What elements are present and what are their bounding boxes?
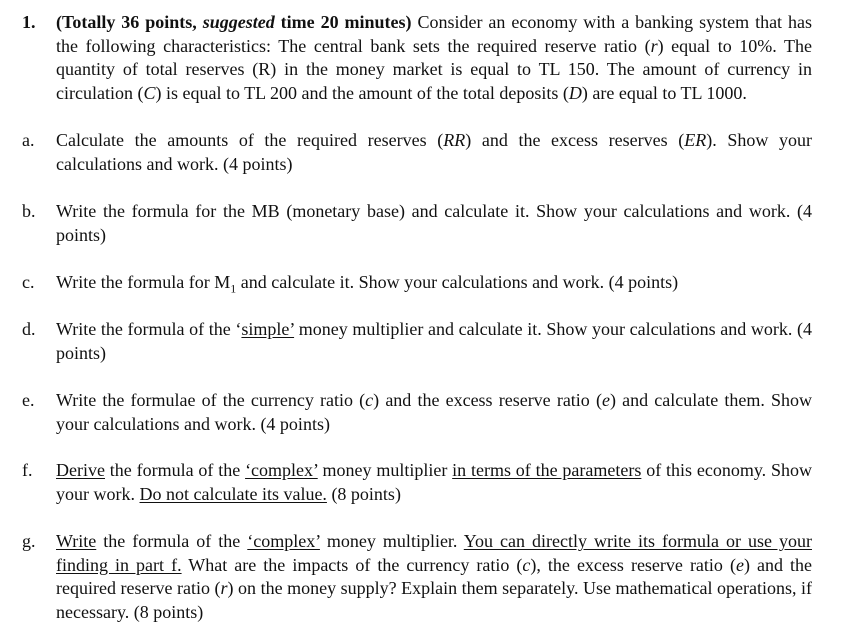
part-label: f. [22, 460, 33, 480]
part-label: a. [22, 130, 35, 150]
text-part: ) on the money supply? Explain them separately. Use mathematical operations, if necessary. (8 points) [56, 578, 812, 622]
text-part: (8 points) [326, 483, 401, 504]
text-part: Write the formulae of the currency ratio ( [56, 390, 366, 410]
text-part: ) and the excess reserves ( [465, 130, 685, 150]
underlined-text: ‘complex’ [245, 460, 318, 480]
text-part: money multiplier [317, 460, 453, 480]
text-part: ), the excess reserve ratio ( [530, 554, 736, 575]
text-part: the formula of the [96, 531, 248, 551]
part-a [22, 129, 812, 176]
part-label: b. [22, 201, 36, 221]
variable-e: e [735, 554, 744, 575]
part-g [22, 530, 812, 624]
text-part: money multiplier. [319, 531, 464, 551]
text-part: Write the formula for the MB (monetary base) and calculate it. Show your calculations and work. (4 points) [56, 201, 812, 245]
question-text-part: Consider an economy with a banking system that has the following characteristics: The central bank sets the required reserve ratio ( [56, 12, 812, 56]
text-part: Write the formula of the ‘ [56, 319, 242, 339]
question-1 [22, 11, 812, 105]
title-suffix: time 20 minutes) [274, 12, 412, 32]
underlined-text: in terms of the parameters [452, 460, 642, 480]
underlined-text: Do not calculate its value. [139, 483, 327, 504]
text-part: Write the formula for M [56, 272, 231, 292]
underlined-text: Write [56, 531, 97, 551]
part-f [22, 459, 812, 506]
variable-c: c [522, 554, 531, 575]
text-part: Calculate the amounts of the required reserves ( [56, 130, 444, 150]
text-part: ) and the excess reserve ratio ( [373, 390, 602, 410]
text-part: What are the impacts of the currency ratio ( [181, 554, 523, 575]
part-c-text [56, 271, 812, 301]
part-d-text [56, 318, 812, 365]
underlined-text: Derive [56, 460, 105, 480]
variable-rr: RR [443, 130, 466, 150]
part-c [22, 271, 812, 301]
part-b-text [56, 200, 812, 247]
question-title [56, 12, 412, 32]
question-text-part: ) are equal to TL 1000. [581, 82, 747, 103]
variable-r: r [220, 578, 228, 598]
underlined-text: ‘complex’ [247, 531, 320, 551]
part-g-text [56, 530, 812, 624]
subscript-1: 1 [230, 281, 237, 296]
variable-e: e [601, 390, 610, 410]
variable-d: D [568, 82, 582, 103]
variable-c: c [365, 390, 374, 410]
title-prefix: (Totally 36 points, [56, 12, 203, 32]
part-label: e. [22, 390, 35, 410]
variable-er: ER [684, 130, 707, 150]
part-b [22, 200, 812, 247]
part-d [22, 318, 812, 365]
question-text-part: ) is equal to TL 200 and the amount of the total deposits ( [155, 82, 569, 103]
part-label: d. [22, 319, 36, 339]
part-label: c. [22, 272, 35, 292]
variable-c: C [143, 82, 156, 103]
text-part: of this economy. Show your work. [56, 460, 812, 504]
part-label: g. [22, 531, 36, 551]
question-1-text [56, 11, 812, 105]
text-part: ) and calculate them. Show your calculations and work. (4 points) [56, 390, 812, 434]
text-part: ). Show your calculations and work. (4 points) [56, 130, 812, 174]
underlined-text: simple’ [241, 319, 295, 339]
text-part: money multiplier and calculate it. Show your calculations and work. (4 points) [56, 319, 813, 363]
question-text-part: ) equal to 10%. The quantity of total reserves (R) in the money market is equal to TL 150. The amount of currency in circulation ( [56, 35, 812, 103]
text-part: and calculate it. Show your calculations and work. (4 points) [236, 272, 679, 292]
variable-r: r [650, 35, 658, 56]
underlined-text: You can directly write its formula or use your finding in part f. [56, 531, 812, 575]
part-a-text [56, 129, 812, 176]
part-f-text [56, 459, 812, 506]
question-number: 1. [22, 12, 36, 32]
title-italic: suggested [202, 12, 275, 32]
text-part: ) and the required reserve ratio ( [56, 554, 812, 598]
part-e-text [56, 389, 812, 436]
text-part: the formula of the [104, 460, 246, 480]
part-e [22, 389, 812, 436]
